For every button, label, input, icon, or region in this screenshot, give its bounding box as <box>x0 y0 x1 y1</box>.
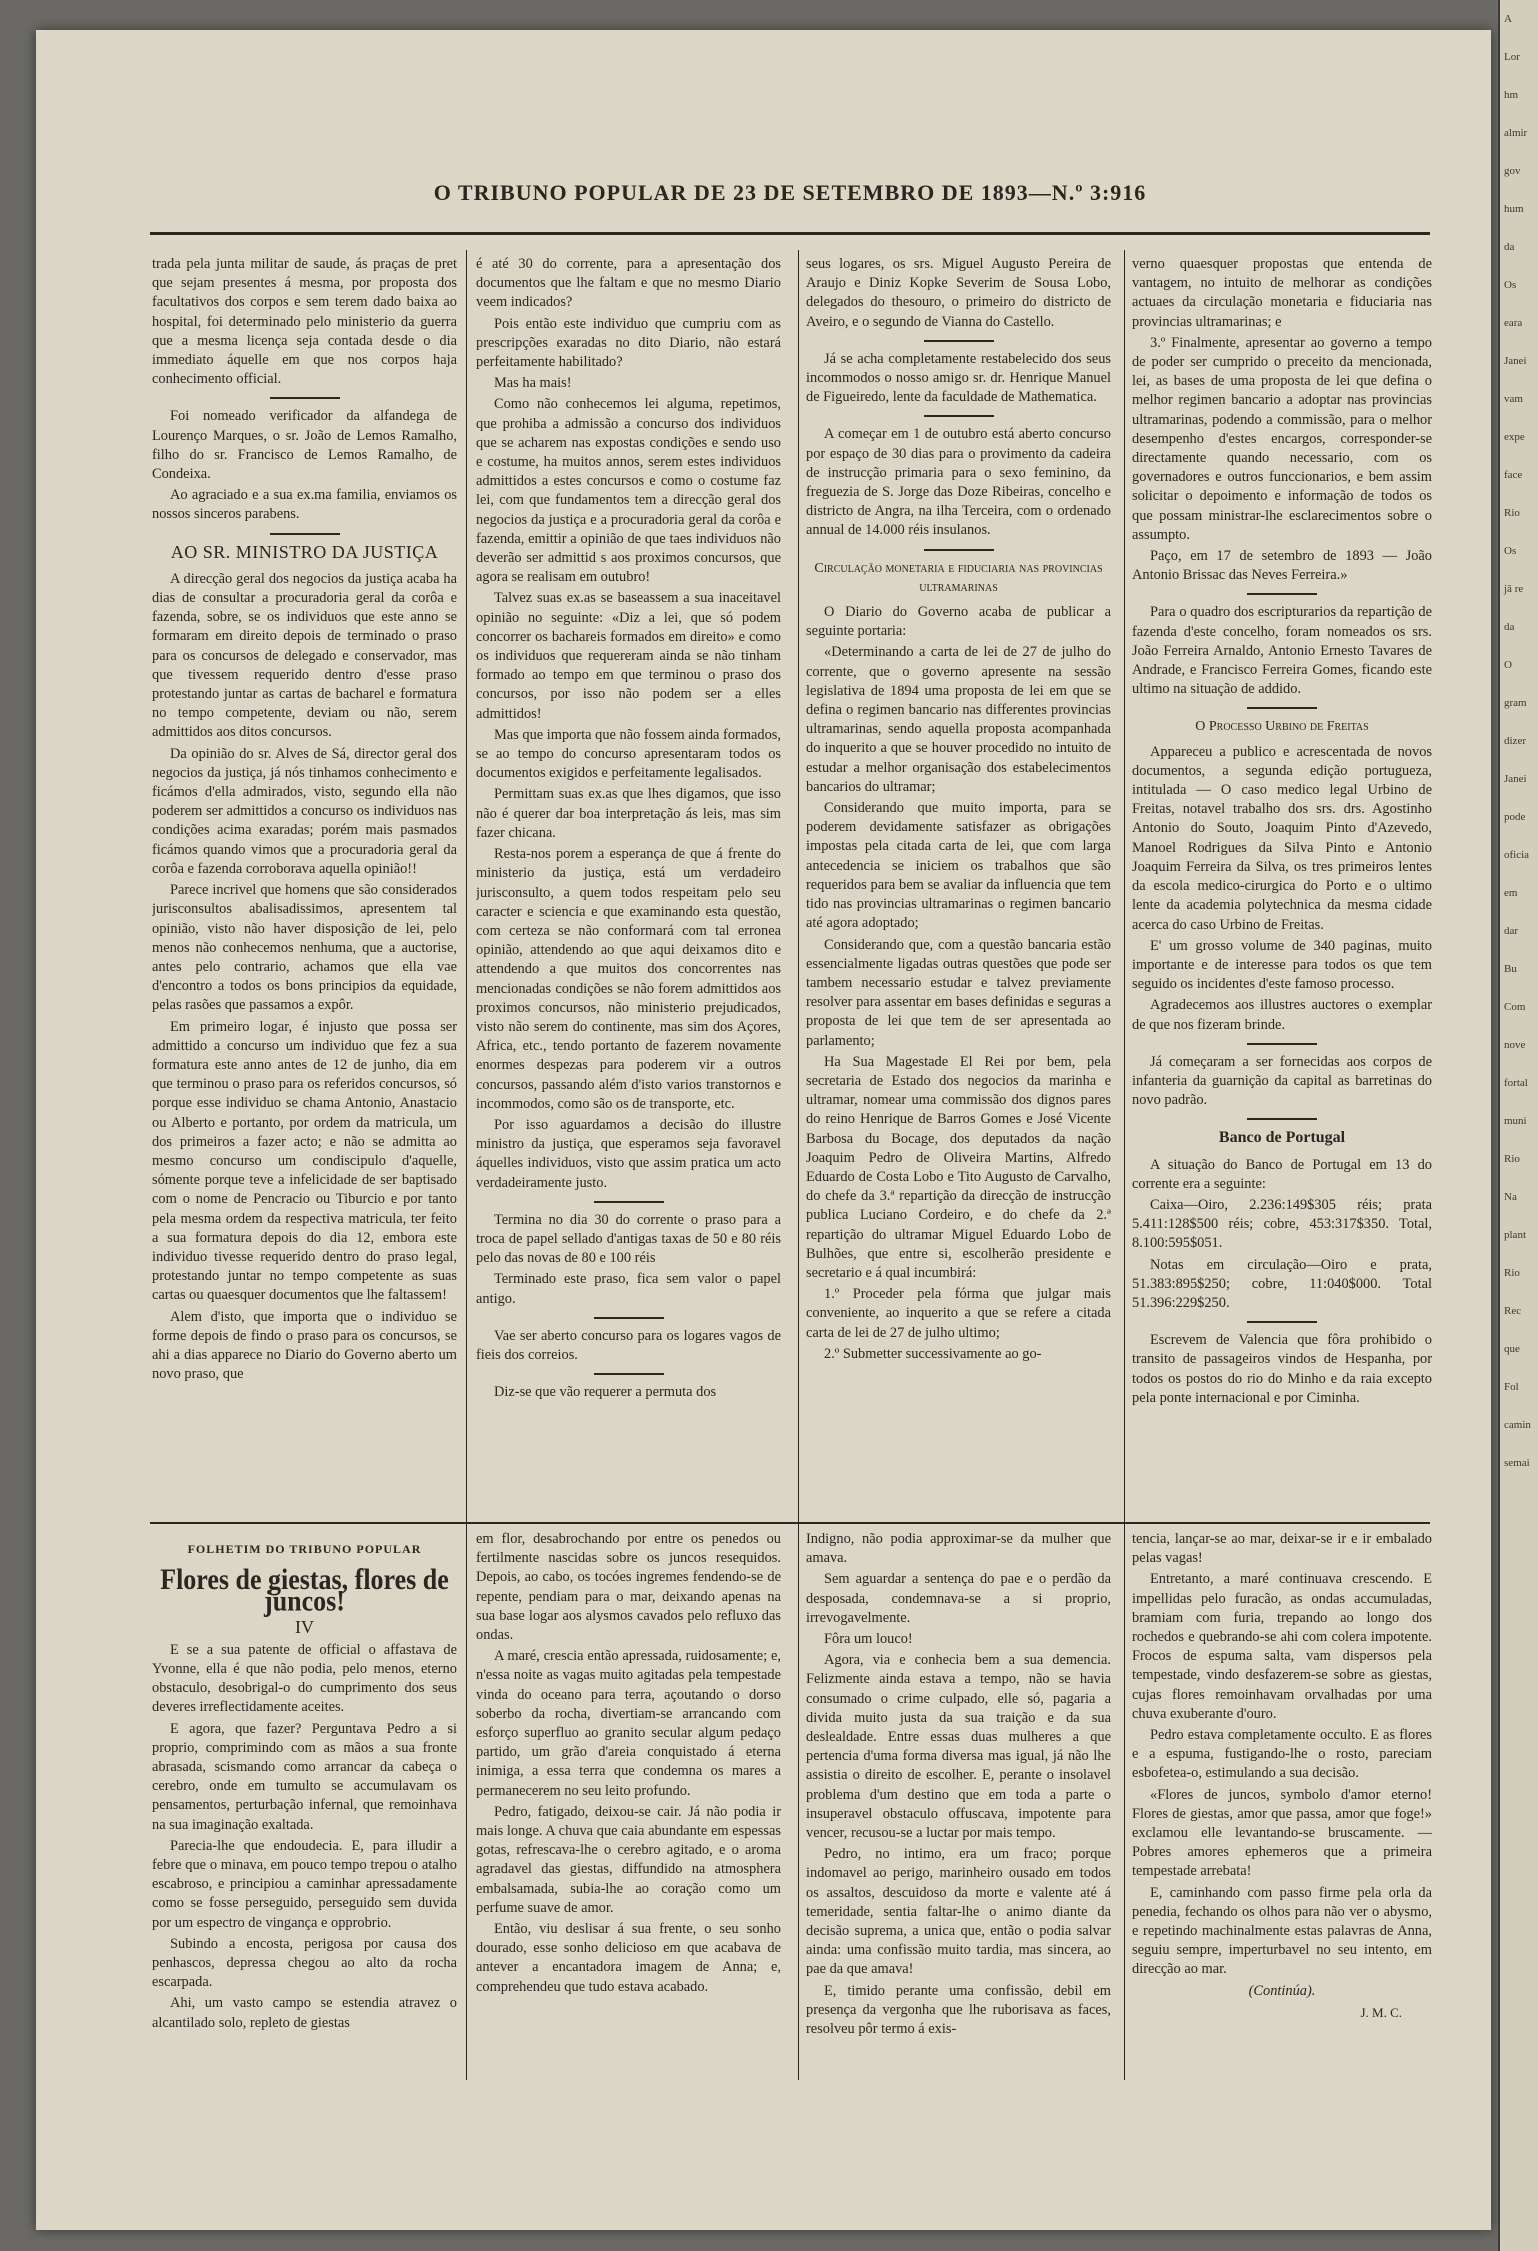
masthead: O TRIBUNO POPULAR DE 23 DE SETEMBRO DE 1893—N.º 3:916 <box>433 180 1147 205</box>
paragraph: Appareceu a publico e acrescentada de novos documentos, a segunda edição portugueza, intitulada — O caso medico legal Urbino de Freitas, notavel trabalho dos srs. drs. Agostinho Antonio do Souto, Joaquim Pinto d'Azevedo, Manoel Rodrigues da Silva Pinto e Antonio Joaquim Ferreira da Silva, os tres primeiros lentes da escola medico-cirurgica do Porto e o ultimo lente da academia polytechnica da mesma cidade acerca do caso Urbino de Freitas. <box>1132 743 1432 933</box>
paragraph: verno quaesquer propostas que entenda de vantagem, no intuito de melhorar as condições actuaes da circulação monetaria e fiduciaria nas provincias ultramarinas; e <box>1132 256 1432 330</box>
paragraph: E, timido perante uma confissão, debil em presença da vergonha que lhe ruborisava as faces, resolveu pôr termo á exis- <box>806 1982 1111 2038</box>
paragraph: tencia, lançar-se ao mar, deixar-se ir e ir embalado pelas vagas! <box>1132 1531 1432 1567</box>
paragraph: O Diario do Governo acaba de publicar a seguinte portaria: <box>806 604 1111 640</box>
separator <box>270 397 340 399</box>
paragraph: A maré, crescia então apressada, ruidosamente; e, n'essa noite as vagas muito agitadas pela tempestade vinda do oceano para terra, açoutando o dorso soberbo da rocha, divertiam-se arrancando com esforço superfluo ao granito secular algum pedaço partido, um grão d'areia conquistado á eterna inimiga, a essa terra que condemna os mares a permanecerem no seu leito profundo. <box>476 1648 781 1799</box>
folhetim-column-3 <box>806 1530 1111 2060</box>
column-divider <box>466 250 467 2080</box>
column-divider <box>798 250 799 2080</box>
paragraph: E agora, que fazer? Perguntava Pedro a si proprio, comprimindo com as mãos a sua fronte abrasada, scismando como arrancar da cabeça o cerebro, onde em tumulto se accumulavam os pensamentos, perturbação infernal, que remoinhava na sua imaginação exaltada. <box>152 1720 457 1833</box>
folhetim-chapter: IV <box>295 1616 314 1637</box>
paragraph: Mas que importa que não fossem ainda formados, se ao tempo do concurso apresentaram todos os documentos exigidos e perfeitamente legalisados. <box>476 726 781 782</box>
separator <box>594 1317 664 1319</box>
separator <box>270 533 340 535</box>
paragraph: Para o quadro dos escripturarios da repartição de fazenda d'este concelho, foram nomeados os srs. João Ferreira Arnaldo, Antonio Ernesto Tavares de Andrade, e Francisco Ferreira Gomes, ficando este ultimo na situação de addido. <box>1132 604 1432 698</box>
paragraph: «Flores de juncos, symbolo d'amor eterno! Flores de giestas, amor que passa, amor que foge!» exclamou elle levantando-se bruscamente. —Pobres amores ephemeros que a primeira tempestade arrebata! <box>1132 1786 1432 1880</box>
paragraph: 2.º Submetter successivamente ao go- <box>824 1345 1042 1362</box>
paragraph: Pedro, fatigado, deixou-se cair. Já não podia ir mais longe. A chuva que caia abundante em espessas gotas, refrescava-lhe o cerebro agitado, e o aroma agradavel das giestas, diffundido na atmosphera embalsamada, subia-lhe ao coração como um perfume suave de amor. <box>476 1803 781 1916</box>
folhetim-rule <box>150 1522 1430 1524</box>
author-signature: J. M. C. <box>1360 2004 1402 2020</box>
paragraph: 3.º Finalmente, apresentar ao governo a tempo de poder ser cumprido o preceito da mencionada, lei, as bases de uma proposta de lei que defina o melhor regimen bancario a adoptar nas provincias ultramarinas, podendo a commissão, para o melhor desempenho d'estes encargos, corresponder-se directamente quando necessario, com os governadores e outros funccionarios, e bem assim solicitar o depoimento e informação de todos os que possam ministrar-lhe esclarecimentos sobre o assumpto. <box>1132 334 1432 543</box>
paragraph: «Determinando a carta de lei de 27 de julho do corrente, que o governo apresente na sessão legislativa de 1894 uma proposta de lei em que se defina o regimen bancario nas differentes provincias ultramarinas, sendo aquella proposta acompanhada do inquerito a que se houver procedido no intuito de estudar a melhor organisação dos estabelecimentos bancarios do ultramar; <box>806 644 1111 795</box>
paragraph: E, caminhando com passo firme pela orla da penedia, fechando os olhos para não ver o abysmo, e repetindo machinalmente estas palavras de Anna, seguiu sempre, imperturbavel no seu intento, em direcção ao mar. <box>1132 1884 1432 1978</box>
paragraph: Fôra um louco! <box>824 1631 913 1648</box>
paragraph: Permittam suas ex.as que lhes digamos, que isso não é querer dar boa interpretação ás leis, mas sim fazer chicana. <box>476 786 781 841</box>
paragraph: seus logares, os srs. Miguel Augusto Pereira de Araujo e Diniz Kopke Severim de Sousa Lobo, delegados do thesouro, o primeiro do districto de Aveiro, e o segundo de Vianna do Castello. <box>806 256 1111 330</box>
column-3 <box>806 255 1111 1515</box>
separator <box>594 1373 664 1375</box>
separator <box>924 340 994 342</box>
paragraph: Indigno, não podia approximar-se da mulher que amava. <box>806 1531 1111 1567</box>
paragraph: Por isso aguardamos a decisão do illustre ministro da justiça, que esperamos seja favoravel áquelles individuos, visto que assim pratica um acto verdadeiramente justo. <box>476 1116 781 1191</box>
column-4 <box>1132 255 1432 1515</box>
paragraph: Foi nomeado verificador da alfandega de Lourenço Marques, o sr. João de Lemos Ramalho, filho do sr. Francisco de Lemos Ramalho, de Condeixa. <box>152 408 457 483</box>
paragraph: Resta-nos porem a esperança de que á frente do ministerio da justiça, está um verdadeiro jurisconsulto, a quem todos respeitam pelo seu caracter e sciencia e que examinando esta questão, com certeza se não conformará com tal erronea opinião, attendendo ao que aqui deixamos dito e attendendo a que muitos dos concorrentes nas mencionadas condições se não forem admittidos aos proximos concursos, não ministerio prejudicados, visto não serem do continente, mas sim dos Açores, Africa, etc., tendo portanto de fazerem novamente enormes despezas para poderem vir a outros concursos, passando além d'isto varios transtornos e incommodos, como são os de transporte, etc. <box>476 846 781 1112</box>
paragraph: Notas em circulação—Oiro e prata, 51.383:895$250; cobre, 11:040$000. Total 51.396:229$250. <box>1132 1256 1432 1311</box>
paragraph: 1.º Proceder pela fórma que julgar mais conveniente, ao inquerito a que se refere a citada carta de lei de 27 de julho ultimo; <box>806 1286 1111 1341</box>
adjacent-page-edge: A Lor hm almir gov hum da Os eara Janei vam expe face Rio Os jā re da O gram dizer Janei pode oficia em dar Bu Com nove fortal muni Rio Na plant Rio Rec que Fol camin semai <box>1498 0 1538 2251</box>
article-heading: Banco de Portugal <box>1218 1129 1346 1147</box>
paragraph: Ao agraciado e a sua ex.ma familia, enviamos os nossos sinceros parabens. <box>152 487 457 523</box>
paragraph: Ahi, um vasto campo se estendia atravez o alcantilado solo, repleto de giestas <box>152 1995 457 2031</box>
article-heading: O Processo Urbino de Freitas <box>1195 719 1369 735</box>
paragraph: Agora, via e conhecia bem a sua demencia. Felizmente ainda estava a tempo, não se havia consumado o crime culpado, elle só, pagaria a divida muito justa da sua traição e da sua deslealdade. Entre essas duas mulheres a que pertencia d'uma forma diversa mas igual, já não lhe assistia o direito de escolher. E, perante o insolavel problema d'um destino que em toda a parte o insuperavel obstaculo offuscava, impotente para vencer, recusou-se a luctar por mais tempo. <box>806 1652 1111 1842</box>
paragraph: Da opinião do sr. Alves de Sá, director geral dos negocios da justiça, já nós tinhamos conhecimento e ficámos d'ella admirados, visto, segundo ella não poderem ser admittidos a concurso os individuos nas condições acima exaradas; porém mais pasmados ficámos quando vimos que a procuradoria geral da corôa e fazenda corroborava aquella opinião!! <box>152 745 457 877</box>
paragraph: Considerando que, com a questão bancaria estão essencialmente ligadas outras questões que pode ser tambem necessario estudar e talvez previamente resolver para assentar em bases definidas e seguras a proposta de lei que tem de ser apresentada ao parlamento; <box>806 936 1111 1049</box>
article-heading: Circulação monetaria e fiduciaria nas provincias ultramarinas <box>814 560 1103 595</box>
paragraph: Como não conhecemos lei alguma, repetimos, que prohiba a admissão a concurso dos individuos que se acharem nas expostas condições e sendo uso e costume, ha muitos annos, serem estes individuos admittidos a estes concursos e como o costume faz lei, com que fundamentos tem a direcção geral dos negocios da justiça e a procuradoria geral da corôa e fazenda, emittir a opinião de que taes individuos não deverão ser admittid s aos proximos concursos, que agora se realisam em outubro! <box>476 396 781 586</box>
paragraph: Caixa—Oiro, 2.236:149$305 réis; prata 5.411:128$500 réis; cobre, 453:317$350. Total, 8.100:595$051. <box>1132 1196 1432 1252</box>
column-2 <box>476 255 781 1515</box>
paragraph: Pois então este individuo que cumpriu com as prescripções exaradas no dito Diario, não estará perfeitamente habilitado? <box>476 315 781 371</box>
folhetim-label: FOLHETIM DO TRIBUNO POPULAR <box>187 1542 422 1556</box>
separator <box>1247 593 1317 595</box>
paragraph: E' um grosso volume de 340 paginas, muito importante e de interesse para todos os que tem seguido os incidentes d'este famoso processo. <box>1132 937 1432 993</box>
paragraph: Vae ser aberto concurso para os logares vagos de fieis dos correios. <box>476 1327 781 1363</box>
separator <box>1247 707 1317 709</box>
paragraph: Então, viu deslisar á sua frente, o seu sonho dourado, esse sonho delicioso em que acabava de antever a encantadora imagem de Anna; e, comprehendeu que tudo estava acabado. <box>476 1921 781 1995</box>
paragraph: A situação do Banco de Portugal em 13 do corrente era a seguinte: <box>1132 1156 1432 1192</box>
separator <box>924 415 994 417</box>
paragraph: Já começaram a ser fornecidas aos corpos de infanteria da guarnição da capital as barretinas do novo padrão. <box>1132 1053 1432 1109</box>
paragraph: Escrevem de Valencia que fôra prohibido o transito de passageiros vindos de Hespanha, por todos os postos do rio do Minho e da raia excepto pela ponte internacional e por Ciminha. <box>1132 1332 1432 1406</box>
paragraph: A direcção geral dos negocios da justiça acaba ha dias de consultar a procuradoria geral da corôa e fazenda, sobre, se os individuos que este anno se formaram em direito depois de terminado o praso para os concursos de delegado e conservador, mas que tivessem requerido dentro d'esse praso protestando juntar as cartas de bacharel e formatura no tempo competente, deviam ou não, serem admittidos aos ditos concursos. <box>152 570 457 741</box>
masthead-rule <box>150 232 1430 235</box>
separator <box>1247 1321 1317 1323</box>
paragraph: Sem aguardar a sentença do pae e o perdão da desposada, condemnava-se a si proprio, irrevogavelmente. <box>806 1571 1111 1626</box>
paragraph: Já se acha completamente restabelecido dos seus incommodos o nosso amigo sr. dr. Henrique Manuel de Figueiredo, lente da faculdade de Mathematica. <box>806 350 1111 406</box>
column-divider <box>1124 250 1125 2080</box>
paragraph: Entretanto, a maré continuava crescendo. E impellidas pelo furacão, as ondas accumuladas, bramiam com furia, trepando ao longo dos rochedos e quebrando-se ahi com colera impotente. Frocos de espuma salta, vam dispersos pela tempestade, vindo desfazerem-se sobre as giestas, cujas flores remoinhavam orvalhadas por uma chuva exuberante d'ouro. <box>1132 1571 1432 1722</box>
paragraph: Subindo a encosta, perigosa por causa dos penhascos, depressa chegou ao alto da rocha escarpada. <box>152 1935 457 1991</box>
paragraph: A começar em 1 de outubro está aberto concurso por espaço de 30 dias para o provimento da cadeira de instrucção primaria para o sexo feminino, da freguezia de S. Jorge das Doze Ribeiras, concelho e districto de Angra, na ilha Terceira, com o ordenado annual de 14.000 réis insulanos. <box>806 426 1111 539</box>
paragraph: Considerando que muito importa, para se poderem devidamente satisfazer as obrigações impostas pela citada carta de lei, que com larga antecedencia se iniciem os trabalhos que são requeridos para bem se avaliar da influencia que tem tido nas provincias ultramarinas o regimen bancario até agora adoptado; <box>806 800 1111 932</box>
folhetim-column-2 <box>476 1530 781 2060</box>
paragraph: em flor, desabrochando por entre os penedos ou fertilmente nascidas sobre os juncos resequidos. Depois, ao cabo, os tocóes ingremes fendendo-se de repente, pendiam para o mar, deixando apenas na sua base logar aos alysmos cavados pelo refluxo das ondas. <box>476 1531 781 1644</box>
separator <box>924 549 994 551</box>
paragraph: Termina no dia 30 do corrente o praso para a troca de papel sellado d'antigas taxas de 50 e 80 réis pelo das novas de 80 e 100 réis <box>476 1211 781 1267</box>
continued-note: (Continúa). <box>1248 1982 1316 1999</box>
folhetim-title: Flores de giestas, flores de juncos! <box>160 1562 449 1619</box>
separator <box>1247 1118 1317 1120</box>
paragraph: Em primeiro logar, é injusto que possa ser admittido a concurso um individuo que fez a sua formatura este anno antes de 12 de junho, dia em que terminou o praso para os referidos concursos, só porque esse individuo se chama Antonio, Anastacio ou Alberto e portanto, por ordem da matricula, um dos primeiros a fazer acto; e não se admitta ao mesmo concurso um condiscipulo d'aquelle, sómente porque teve a infelicidade de ser baptisado com o nome de Pencracio ou Tiburcio e por tanto pela mesma ordem da respectiva matricula, ter feito a sua formatura depois do dia 12, embora este individuo tivesse requerido dentro do praso legal, protestando juntar no tempo competente as suas cartas ou quaesquer documentos que lhe faltassem! <box>152 1018 457 1304</box>
paragraph: Agradecemos aos illustres auctores o exemplar de que nos fizeram brinde. <box>1132 997 1432 1033</box>
folhetim-column-4 <box>1132 1530 1432 2060</box>
paragraph: é até 30 do corrente, para a apresentação dos documentos que lhe faltam e que no mesmo Diario veem indicados? <box>476 256 781 311</box>
paragraph: Terminado este praso, fica sem valor o papel antigo. <box>476 1271 781 1307</box>
paragraph: Parecia-lhe que endoudecia. E, para illudir a febre que o minava, em pouco tempo trepou o atalho escabroso, e principiou a caminhar apressadamente como se fosse perseguido, perseguido sem duvida por um espectro de vingança e opprobrio. <box>152 1837 457 1931</box>
paragraph: Mas ha mais! <box>494 375 572 392</box>
article-heading: AO SR. MINISTRO DA JUSTIÇA <box>170 541 439 562</box>
paragraph: Alem d'isto, que importa que o individuo se forme depois de findo o praso para os concursos, se ahi a dias apparece no Diario do Governo aberto um novo praso, que <box>152 1308 457 1383</box>
paragraph: E se a sua patente de official o affastava de Yvonne, ella é que não podia, pelo menos, eterno obstaculo, desobrigal-o do cumprimento dos seus deveres irreflectidamente aceites. <box>152 1641 457 1716</box>
paragraph: Paço, em 17 de setembro de 1893 — João Antonio Brissac das Neves Ferreira.» <box>1132 548 1432 584</box>
separator <box>594 1201 664 1203</box>
paragraph: Diz-se que vão requerer a permuta dos <box>494 1384 717 1401</box>
paragraph: Parece incrivel que homens que são considerados jurisconsultos abalisadissimos, apresentem tal opinião, visto não haver disposição de lei, pelo menos não conhecemos nenhuma, que a auctorise, antes pelo contrario, achamos que ella vae d'encontro a todos os bons principios da equidade, pelas rasões que passamos a expôr. <box>152 882 457 1014</box>
column-1 <box>152 255 457 1515</box>
paragraph: trada pela junta militar de saude, ás praças de pret que sejam presentes á mesma, por proposta dos facultativos dos corpos e sem terem dado baixa ao hospital, foi determinado pelo ministerio da guerra que a mesma licença seja contada desde o dia immediato áquelle em que nos corpos haja conhecimento official. <box>152 256 457 388</box>
paragraph: Talvez suas ex.as se baseassem a sua inaceitavel opinião no seguinte: «Diz a lei, que só podem concorrer os bachareis formados em direito» e como os individuos que requereram ainda se não tinham formado ao tempo em que terminou o praso dos concursos, por isso não podem ser a elles admittidos! <box>476 590 781 722</box>
separator <box>1247 1043 1317 1045</box>
paragraph: Pedro, no intimo, era um fraco; porque indomavel ao perigo, marinheiro ousado em todos os assaltos, descuidoso da morte e valente até á temeridade, sentia faltar-lhe o animo diante da decisão suprema, a unica que, então o podia salvar ainda: uma confissão muito tardia, mas sincera, ao pae da que amava! <box>806 1846 1111 1978</box>
paragraph: Ha Sua Magestade El Rei por bem, pela secretaria de Estado dos negocios da marinha e ultramar, nomear uma commissão dos dignos pares do reino Henrique de Barros Gomes e José Vicente Barbosa du Bocage, dos deputados da nação Joaquim Pedro de Oliveira Martins, Alfredo Eduardo de Costa Lobo e Tito Augusto de Carvalho, do chefe da 3.ª repartição da direcção de instrucção publica Luciano Cordeiro, e do chefe da 2.ª repartição do ultramar Miguel Eduardo Lobo de Bulhões, que entre si, escolherão presidente e secretario e á qual incumbirá: <box>806 1053 1111 1281</box>
folhetim-column-1 <box>152 1530 457 2060</box>
paragraph: Pedro estava completamente occulto. E as flores e a espuma, fustigando-lhe o rosto, pareciam esbofetea-o, estimulando a sua decisão. <box>1132 1727 1432 1782</box>
